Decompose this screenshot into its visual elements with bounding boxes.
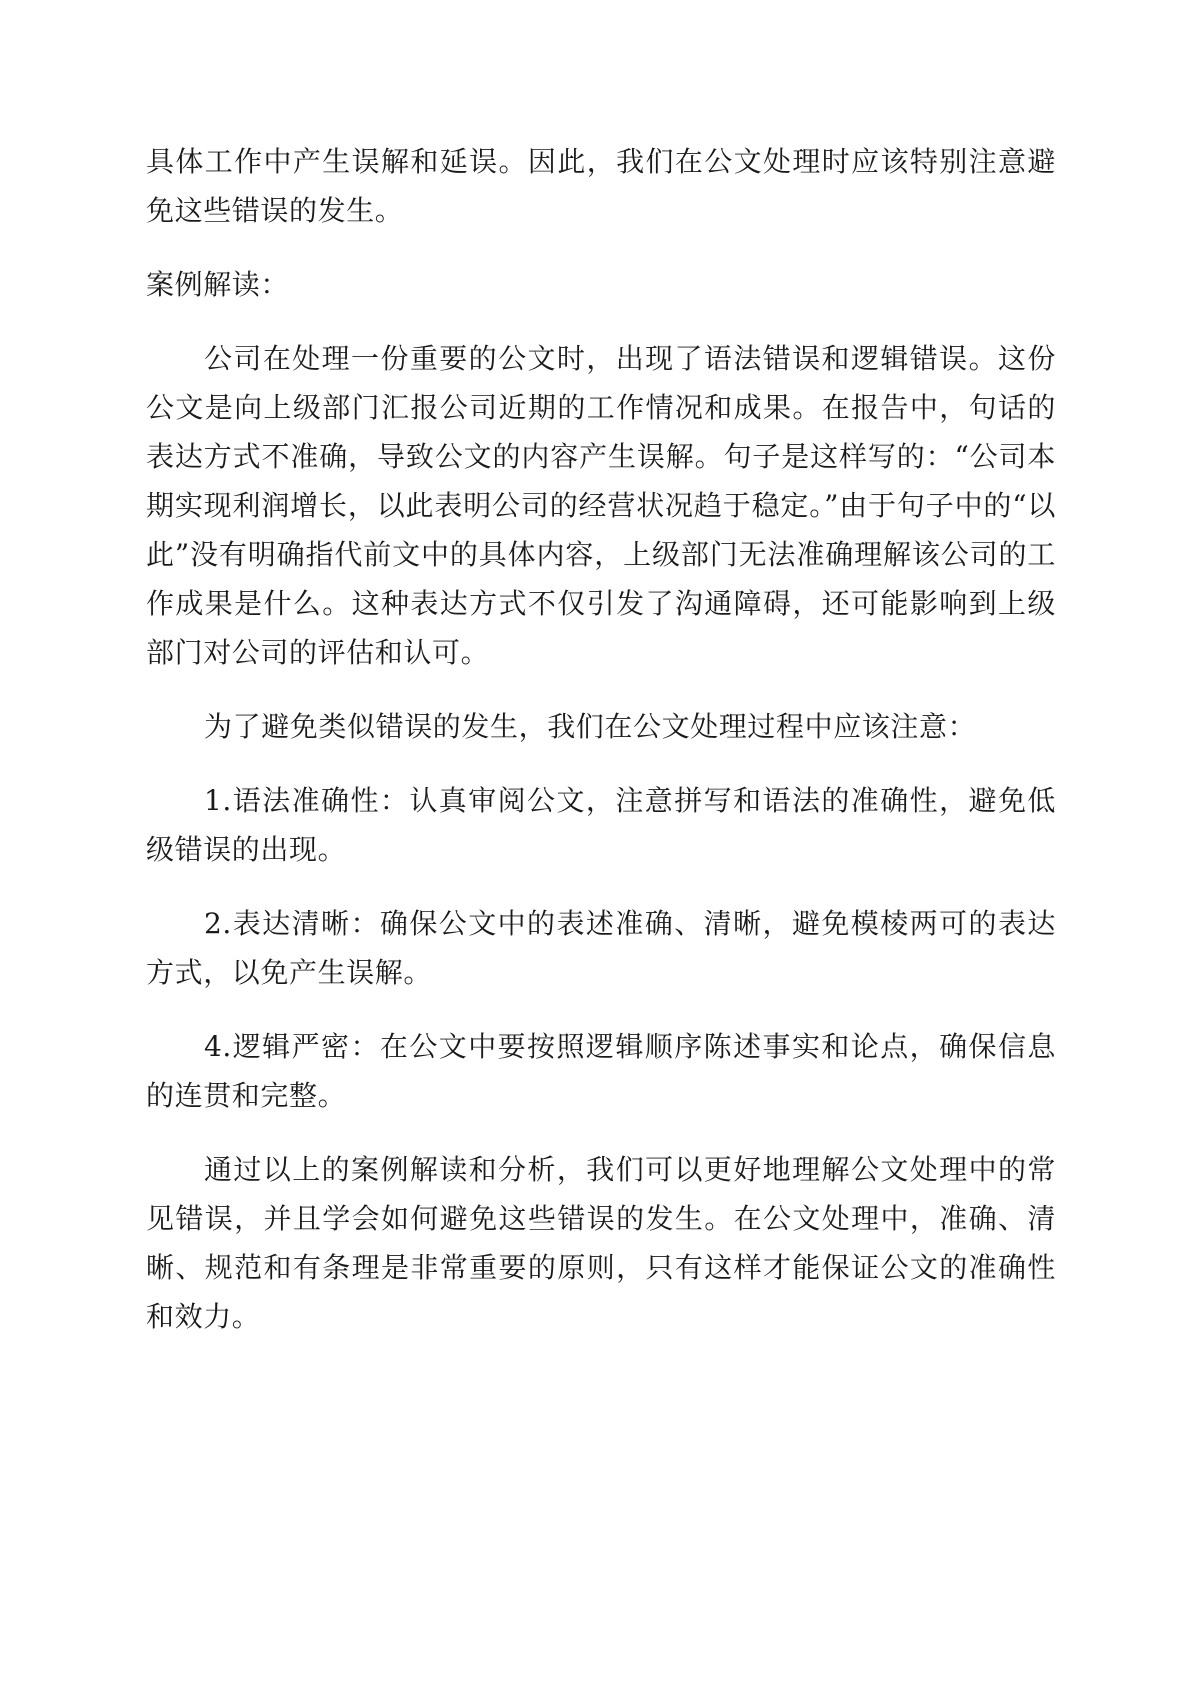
list-item-clarity: 2.表达清晰：确保公文中的表述准确、清晰，避免模棱两可的表达方式，以免产生误解。	[146, 907, 1056, 989]
paragraph-case-description: 公司在处理一份重要的公文时，出现了语法错误和逻辑错误。这份公文是向上级部门汇报公司近期的工作情况和成果。在报告中，句话的表达方式不准确，导致公文的内容产生误解。句子是这样写的：“公司本期实现利润增长，以此表明公司的经营状况趋于稳定。”由于句子中的“以此”没有明确指代前文中的具体内容，上级部门无法准确理解该公司的工作成果是什么。这种表达方式不仅引发了沟通障碍，还可能影响到上级部门对公司的评估和认可。	[146, 342, 1056, 669]
paragraph-continuation: 具体工作中产生误解和延误。因此，我们在公文处理时应该特别注意避免这些错误的发生。	[146, 145, 1056, 227]
document-body	[146, 137, 1056, 1341]
list-item-logic: 4.逻辑严密：在公文中要按照逻辑顺序陈述事实和论点，确保信息的连贯和完整。	[146, 1030, 1056, 1112]
paragraph-conclusion: 通过以上的案例解读和分析，我们可以更好地理解公文处理中的常见错误，并且学会如何避免这些错误的发生。在公文处理中，准确、清晰、规范和有条理是非常重要的原则，只有这样才能保证公文的准确性和效力。	[146, 1153, 1056, 1333]
paragraph-precautions-intro: 为了避免类似错误的发生，我们在公文处理过程中应该注意：	[204, 710, 977, 743]
section-heading-case-study: 案例解读：	[146, 268, 290, 301]
list-item-grammar: 1.语法准确性：认真审阅公文，注意拼写和语法的准确性，避免低级错误的出现。	[146, 784, 1056, 866]
